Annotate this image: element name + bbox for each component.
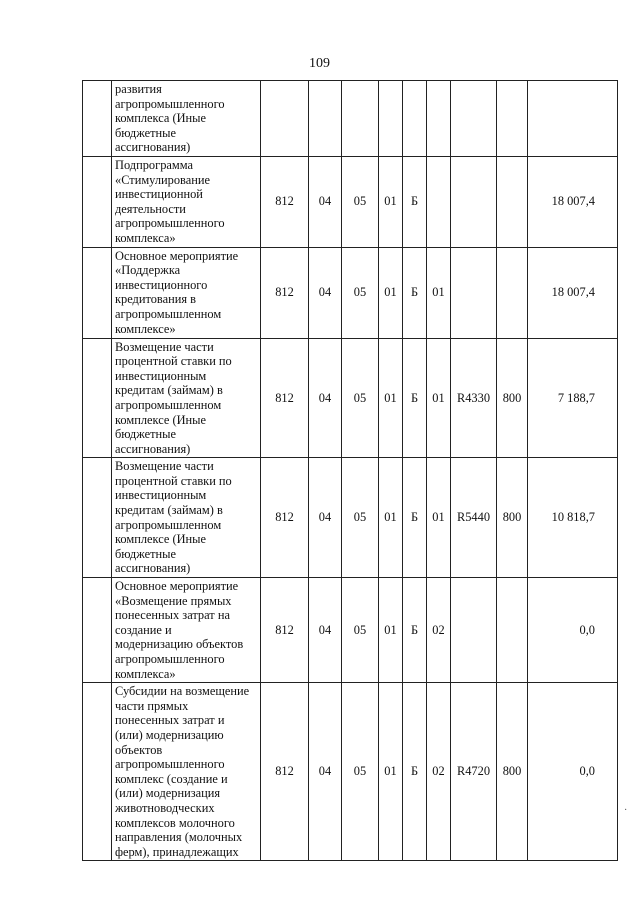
ministry-code-cell: [261, 81, 309, 157]
item-name-line: Основное мероприятие: [115, 579, 239, 594]
expense-direction-cell: [451, 81, 497, 157]
item-name-line: ферм), принадлежащих: [115, 844, 239, 859]
item-name-line: ассигнования): [115, 140, 191, 155]
subprogram-code-cell: Б: [403, 247, 427, 338]
table-row: [83, 156, 618, 247]
item-name-line: агропромышленного: [115, 757, 225, 772]
amount-cell: 18 007,4: [528, 247, 618, 338]
item-name-line: агропромышленного: [115, 216, 225, 231]
table-row: [83, 247, 618, 338]
budget-table: [82, 80, 618, 861]
item-name-line: кредитам (займам) в: [115, 383, 223, 398]
row-number-cell: [83, 156, 112, 247]
expense-direction-cell: R4330: [451, 338, 497, 458]
subsection-code-cell: 05: [342, 578, 379, 683]
expense-direction-cell: [451, 247, 497, 338]
item-name-line: агропромышленном: [115, 517, 222, 532]
item-name-line: кредитам (займам) в: [115, 503, 223, 518]
table-row: [83, 338, 618, 458]
item-name-line: направления (молочных: [115, 830, 243, 845]
amount-cell: 18 007,4: [528, 156, 618, 247]
section-code-cell: 04: [309, 247, 342, 338]
expense-type-cell: [497, 247, 528, 338]
subsection-code-cell: 05: [342, 338, 379, 458]
main-event-code-cell: 02: [427, 578, 451, 683]
amount-cell: 10 818,7: [528, 458, 618, 578]
item-name-line: Возмещение части: [115, 459, 214, 474]
expense-type-cell: [497, 81, 528, 157]
item-name-line: комплекс (создание и: [115, 771, 228, 786]
item-name-line: агропромышленного: [115, 96, 225, 111]
item-name-cell: [112, 156, 261, 247]
main-event-code-cell: 01: [427, 247, 451, 338]
ministry-code-cell: 812: [261, 338, 309, 458]
program-code-cell: 01: [379, 338, 403, 458]
ministry-code-cell: 812: [261, 458, 309, 578]
item-name-cell: [112, 247, 261, 338]
row-number-cell: [83, 338, 112, 458]
item-name-line: бюджетные: [115, 125, 177, 140]
program-code-cell: [379, 81, 403, 157]
table-row: [83, 683, 618, 861]
section-code-cell: 04: [309, 683, 342, 861]
item-name-line: агропромышленном: [115, 306, 222, 321]
item-name-line: Подпрограмма: [115, 157, 193, 172]
expense-type-cell: 800: [497, 458, 528, 578]
item-name-line: бюджетные: [115, 546, 177, 561]
item-name-line: (или) модернизация: [115, 786, 221, 801]
item-name-line: «Стимулирование: [115, 172, 210, 187]
item-name-line: животноводческих: [115, 800, 215, 815]
item-name-line: агропромышленном: [115, 397, 222, 412]
section-code-cell: 04: [309, 578, 342, 683]
expense-type-cell: [497, 156, 528, 247]
item-name-line: Возмещение части: [115, 339, 214, 354]
expense-type-cell: 800: [497, 683, 528, 861]
amount-cell: [528, 81, 618, 157]
item-name-line: инвестиционной: [115, 187, 203, 202]
table-row: [83, 458, 618, 578]
item-name-line: развития: [115, 82, 162, 96]
item-name-line: комплексе»: [115, 321, 176, 336]
section-code-cell: 04: [309, 338, 342, 458]
expense-direction-cell: [451, 156, 497, 247]
item-name-line: ассигнования): [115, 561, 191, 576]
program-code-cell: 01: [379, 156, 403, 247]
amount-cell: 0,0: [528, 578, 618, 683]
item-name-line: кредитования в: [115, 292, 197, 307]
ministry-code-cell: 812: [261, 683, 309, 861]
expense-type-cell: 800: [497, 338, 528, 458]
subprogram-code-cell: [403, 81, 427, 157]
expense-direction-cell: R5440: [451, 458, 497, 578]
item-name-line: процентной ставки по: [115, 354, 232, 369]
expense-direction-cell: R4720: [451, 683, 497, 861]
amount-cell: 0,0: [528, 683, 618, 861]
item-name-line: объектов: [115, 742, 163, 757]
subsection-code-cell: 05: [342, 156, 379, 247]
item-name-line: «Возмещение прямых: [115, 593, 232, 608]
table-row: [83, 81, 618, 157]
item-name-line: комплекса»: [115, 230, 176, 245]
subprogram-code-cell: Б: [403, 156, 427, 247]
item-name-line: Субсидии на возмещение: [115, 684, 250, 699]
row-number-cell: [83, 578, 112, 683]
section-code-cell: [309, 81, 342, 157]
main-event-code-cell: [427, 81, 451, 157]
item-name-line: деятельности: [115, 201, 186, 216]
item-name-cell: [112, 81, 261, 157]
item-name-line: агропромышленного: [115, 652, 225, 666]
section-code-cell: 04: [309, 156, 342, 247]
ministry-code-cell: 812: [261, 578, 309, 683]
item-name-line: инвестиционным: [115, 488, 207, 503]
item-name-line: комплексе (Иные: [115, 532, 206, 547]
item-name-line: понесенных затрат на: [115, 608, 230, 623]
item-name-line: ассигнования): [115, 441, 191, 456]
main-event-code-cell: 02: [427, 683, 451, 861]
expense-direction-cell: [451, 578, 497, 683]
item-name-cell: [112, 338, 261, 458]
row-number-cell: [83, 683, 112, 861]
item-name-line: (или) модернизацию: [115, 727, 224, 742]
page-number: 109: [309, 56, 330, 71]
row-number-cell: [83, 247, 112, 338]
item-name-line: модернизацию объектов: [115, 637, 244, 652]
item-name-cell: [112, 683, 261, 861]
item-name-line: процентной ставки по: [115, 473, 232, 488]
item-name-line: создание и: [115, 622, 172, 637]
item-name-line: комплексов молочного: [115, 815, 235, 830]
row-number-cell: [83, 81, 112, 157]
item-name-line: инвестиционным: [115, 368, 207, 383]
subsection-code-cell: 05: [342, 458, 379, 578]
item-name-cell: [112, 458, 261, 578]
subprogram-code-cell: Б: [403, 458, 427, 578]
ministry-code-cell: 812: [261, 156, 309, 247]
item-name-line: инвестиционного: [115, 277, 208, 292]
main-event-code-cell: 01: [427, 338, 451, 458]
item-name-line: комплекса (Иные: [115, 111, 206, 126]
item-name-line: «Поддержка: [115, 263, 181, 278]
subsection-code-cell: 05: [342, 683, 379, 861]
amount-cell: 7 188,7: [528, 338, 618, 458]
ministry-code-cell: 812: [261, 247, 309, 338]
item-name-line: бюджетные: [115, 427, 177, 442]
item-name-line: Основное мероприятие: [115, 248, 239, 263]
program-code-cell: 01: [379, 458, 403, 578]
subprogram-code-cell: Б: [403, 683, 427, 861]
main-event-code-cell: 01: [427, 458, 451, 578]
subsection-code-cell: [342, 81, 379, 157]
program-code-cell: 01: [379, 247, 403, 338]
subprogram-code-cell: Б: [403, 338, 427, 458]
table-row: [83, 578, 618, 683]
subprogram-code-cell: Б: [403, 578, 427, 683]
row-number-cell: [83, 458, 112, 578]
main-event-code-cell: [427, 156, 451, 247]
program-code-cell: 01: [379, 683, 403, 861]
scan-mark: ·: [624, 805, 628, 816]
item-name-line: понесенных затрат и: [115, 713, 225, 728]
item-name-line: части прямых: [115, 698, 189, 713]
subsection-code-cell: 05: [342, 247, 379, 338]
item-name-cell: [112, 578, 261, 683]
item-name-line: комплекса»: [115, 666, 176, 681]
item-name-line: комплексе (Иные: [115, 412, 206, 427]
program-code-cell: 01: [379, 578, 403, 683]
section-code-cell: 04: [309, 458, 342, 578]
expense-type-cell: [497, 578, 528, 683]
